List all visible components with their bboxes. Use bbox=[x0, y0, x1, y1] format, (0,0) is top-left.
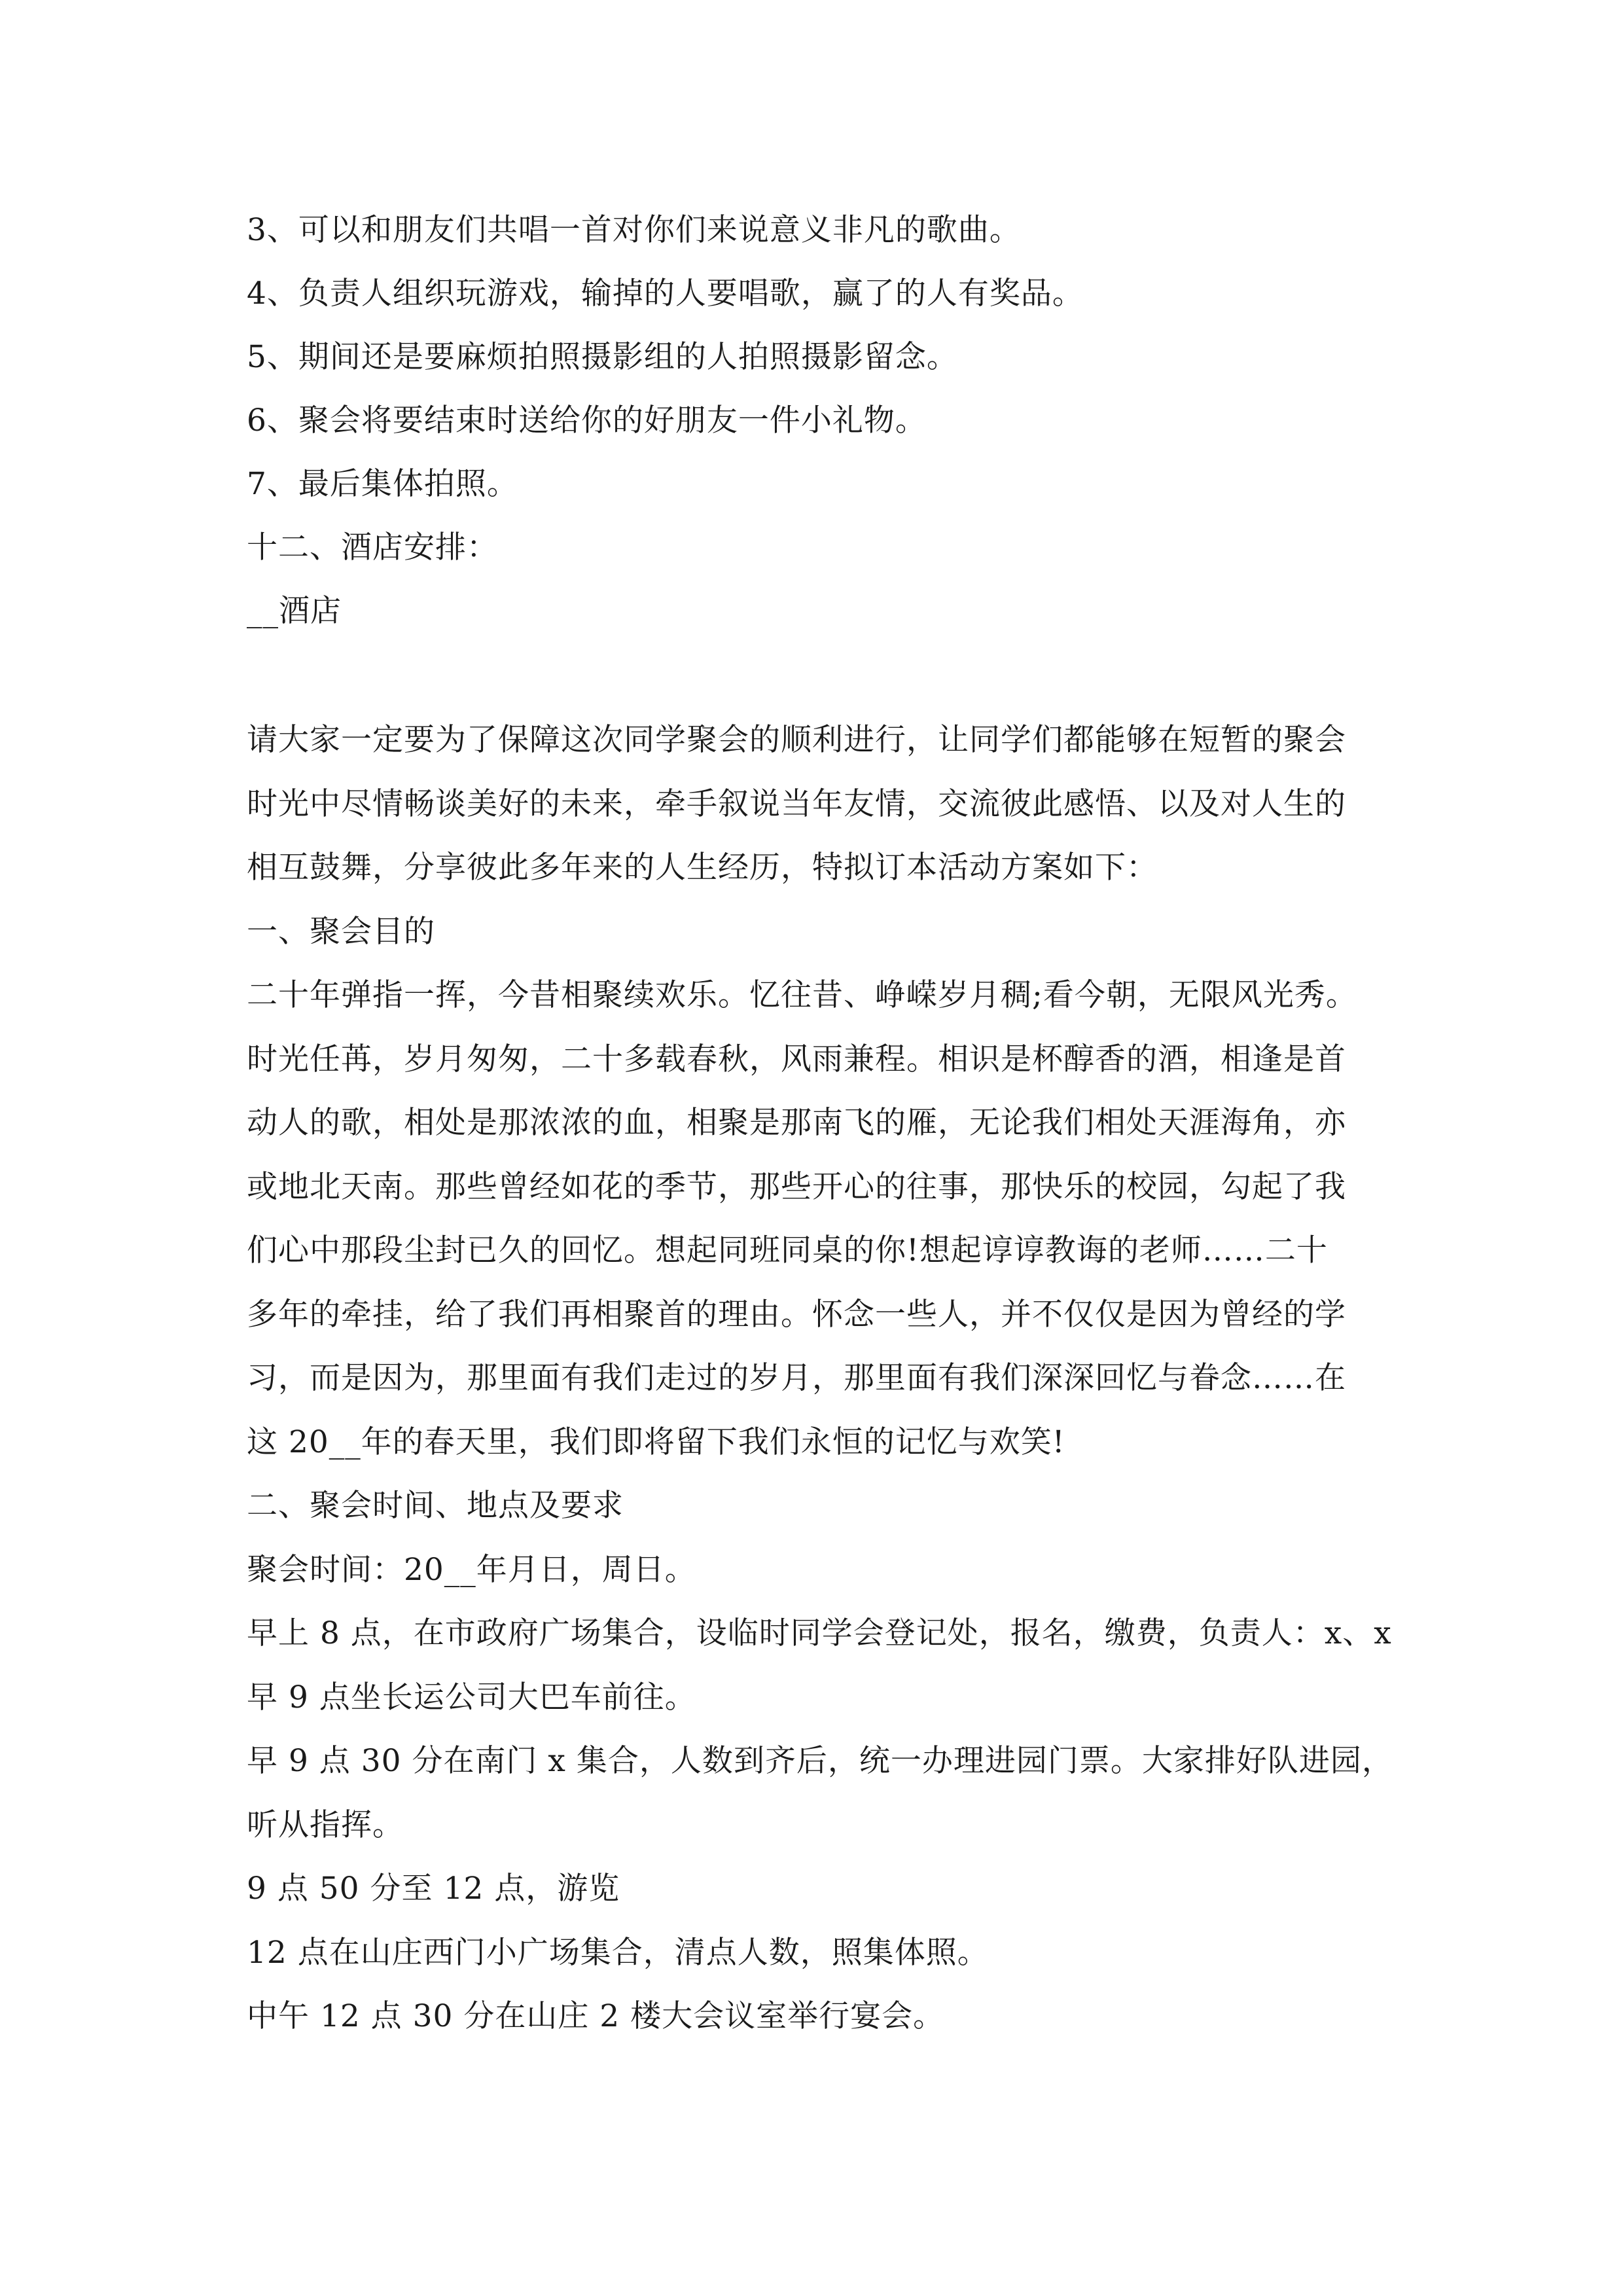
text-line: 4、负责人组织玩游戏，输掉的人要唱歌，赢了的人有奖品。 bbox=[247, 276, 1084, 312]
text-line: 早 9 点坐长运公司大巴车前往。 bbox=[247, 1679, 696, 1715]
text-line: 早 9 点 30 分在南门 x 集合，人数到齐后，统一办理进园门票。大家排好队进园， bbox=[247, 1743, 1393, 1779]
text-line: 多年的牵挂，给了我们再相聚首的理由。怀念一些人，并不仅仅是因为曾经的学 bbox=[247, 1296, 1346, 1333]
text-line: 二十年弹指一挥，今昔相聚续欢乐。忆往昔、峥嵘岁月稠;看今朝，无限风光秀。 bbox=[247, 977, 1357, 1013]
text-line: 请大家一定要为了保障这次同学聚会的顺利进行，让同学们都能够在短暂的聚会 bbox=[247, 722, 1346, 758]
text-line: 们心中那段尘封已久的回忆。想起同班同桌的你!想起谆谆教诲的老师……二十 bbox=[247, 1232, 1328, 1268]
section-heading: 十二、酒店安排： bbox=[247, 529, 498, 565]
text-line: 这 20__年的春天里，我们即将留下我们永恒的记忆与欢笑! bbox=[247, 1424, 1065, 1460]
text-line: 12 点在山庄西门小广场集合，清点人数，照集体照。 bbox=[247, 1934, 989, 1971]
paragraph-gap bbox=[247, 643, 1425, 708]
plan-section bbox=[247, 708, 1425, 2049]
text-line: 时光任苒，岁月匆匆，二十多载春秋，风雨兼程。相识是杯醇香的酒，相逢是首 bbox=[247, 1041, 1346, 1077]
text-line: 聚会时间：20__年月日，周日。 bbox=[247, 1551, 696, 1588]
text-line: 习，而是因为，那里面有我们走过的岁月，那里面有我们深深回忆与眷念……在 bbox=[247, 1360, 1346, 1396]
text-line: 中午 12 点 30 分在山庄 2 楼大会议室举行宴会。 bbox=[247, 1998, 945, 2034]
text-line: 7、最后集体拍照。 bbox=[247, 466, 518, 502]
text-line: 9 点 50 分至 12 点，游览 bbox=[247, 1871, 620, 1907]
section-heading: 二、聚会时间、地点及要求 bbox=[247, 1488, 624, 1524]
text-line: 听从指挥。 bbox=[247, 1806, 404, 1843]
text-line: 时光中尽情畅谈美好的未来，牵手叙说当年友情，交流彼此感悟、以及对人生的 bbox=[247, 785, 1346, 822]
document-body bbox=[247, 198, 1425, 2049]
text-line: 3、可以和朋友们共唱一首对你们来说意义非凡的歌曲。 bbox=[247, 212, 1021, 248]
text-line: 相互鼓舞，分享彼此多年来的人生经历，特拟订本活动方案如下： bbox=[247, 850, 1158, 886]
section-heading: 一、聚会目的 bbox=[247, 913, 435, 950]
text-line: 或地北天南。那些曾经如花的季节，那些开心的往事，那快乐的校园，勾起了我 bbox=[247, 1168, 1346, 1205]
text-line: __酒店 bbox=[247, 593, 342, 629]
activity-list bbox=[247, 198, 1425, 643]
text-line: 6、聚会将要结束时送给你的好朋友一件小礼物。 bbox=[247, 403, 927, 439]
text-line: 5、期间还是要麻烦拍照摄影组的人拍照摄影留念。 bbox=[247, 339, 958, 375]
text-line: 早上 8 点，在市政府广场集合，设临时同学会登记处，报名，缴费，负责人：x、x bbox=[247, 1615, 1392, 1651]
text-line: 动人的歌，相处是那浓浓的血，相聚是那南飞的雁，无论我们相处天涯海角，亦 bbox=[247, 1105, 1346, 1141]
